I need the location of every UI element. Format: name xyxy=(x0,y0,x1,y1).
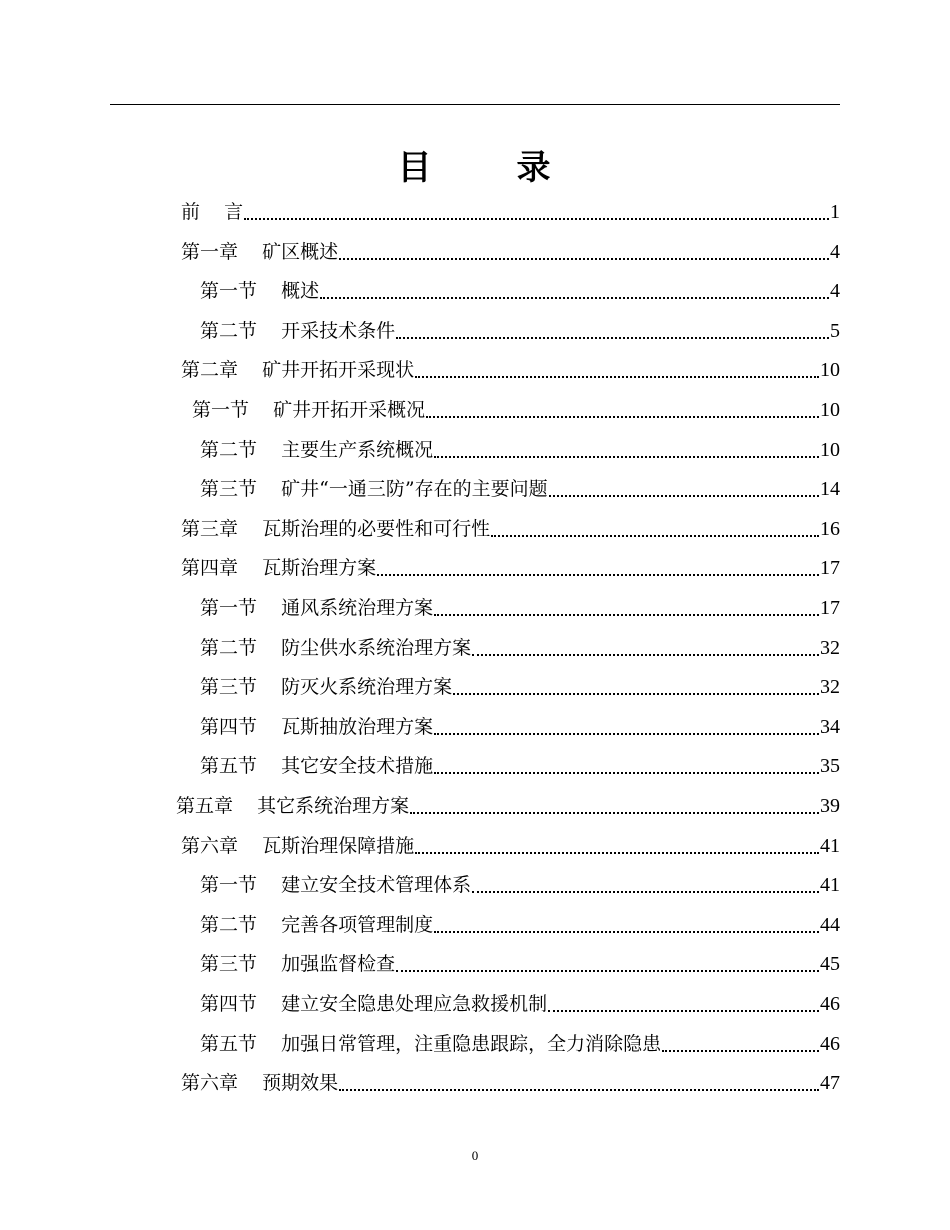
toc-entry[interactable] xyxy=(200,267,840,303)
toc-entry-page-number: 4 xyxy=(830,240,840,263)
toc-entry-page-number: 34 xyxy=(820,715,840,738)
toc-dot-leader xyxy=(549,495,819,497)
toc-entry-title: 第五节 其它安全技术措施 xyxy=(200,755,434,778)
toc-dot-leader xyxy=(244,218,829,220)
toc-dot-leader xyxy=(426,416,819,418)
toc-entry[interactable] xyxy=(192,386,840,422)
toc-dot-leader xyxy=(339,1089,819,1091)
toc-entry[interactable] xyxy=(181,346,840,382)
toc-dot-leader xyxy=(396,337,829,339)
toc-dot-leader xyxy=(434,931,819,933)
toc-entry[interactable] xyxy=(200,901,840,937)
toc-entry-title: 第一节 矿井开拓开采概况 xyxy=(192,399,426,421)
toc-entry-title: 第四章 瓦斯治理方案 xyxy=(181,557,377,580)
toc-entry-page-number: 45 xyxy=(820,953,840,976)
toc-entry-page-number: 14 xyxy=(820,478,840,501)
toc-entry[interactable] xyxy=(176,782,840,818)
toc-entry[interactable] xyxy=(200,663,840,699)
toc-entry-page-number: 39 xyxy=(820,795,840,817)
toc-entry[interactable] xyxy=(200,861,840,897)
toc-entry[interactable] xyxy=(200,465,840,501)
toc-entry[interactable] xyxy=(200,426,840,462)
toc-entry[interactable] xyxy=(181,1059,840,1095)
footer-page-number: 0 xyxy=(471,1148,479,1163)
toc-dot-leader xyxy=(548,1010,819,1012)
toc-dot-leader xyxy=(339,258,829,260)
toc-dot-leader xyxy=(491,535,819,537)
toc-entry-page-number: 1 xyxy=(830,201,840,223)
toc-entry[interactable] xyxy=(181,822,840,858)
toc-entry-title: 第四节 瓦斯抽放治理方案 xyxy=(200,715,434,738)
toc-entry-title: 第一节 建立安全技术管理体系 xyxy=(200,874,472,897)
toc-entry-title: 第二节 主要生产系统概况 xyxy=(200,438,434,461)
toc-entry-page-number: 46 xyxy=(820,993,840,1015)
toc-dot-leader xyxy=(396,970,819,972)
toc-entry-page-number: 32 xyxy=(820,636,840,659)
toc-entry-title: 第二节 完善各项管理制度 xyxy=(200,913,434,936)
toc-dot-leader xyxy=(472,654,819,656)
toc-title: 目 录 xyxy=(397,148,553,188)
toc-dot-leader xyxy=(434,456,819,458)
toc-dot-leader xyxy=(320,297,829,299)
toc-entry-title: 第四节 建立安全隐患处理应急救援机制 xyxy=(200,993,548,1015)
toc-entry-page-number: 17 xyxy=(820,557,840,580)
toc-entry-page-number: 10 xyxy=(820,359,840,382)
toc-entry[interactable] xyxy=(200,980,840,1016)
toc-entry-title: 第一节 概述 xyxy=(200,280,320,303)
toc-entry[interactable] xyxy=(200,624,840,660)
toc-dot-leader xyxy=(434,614,819,616)
toc-dot-leader xyxy=(434,733,819,735)
toc-entry-title: 第六章 预期效果 xyxy=(181,1072,339,1095)
toc-dot-leader xyxy=(415,376,819,378)
toc-entry[interactable] xyxy=(200,307,840,343)
toc-entry-title: 第一章 矿区概述 xyxy=(181,240,339,263)
toc-entry-title: 第六章 瓦斯治理保障措施 xyxy=(181,834,415,857)
toc-dot-leader xyxy=(453,693,819,695)
toc-entry-page-number: 41 xyxy=(820,834,840,857)
toc-entry-title: 第一节 通风系统治理方案 xyxy=(200,597,434,619)
toc-entry-page-number: 17 xyxy=(820,597,840,619)
toc-dot-leader xyxy=(415,852,819,854)
toc-entry[interactable] xyxy=(181,188,840,224)
toc-entry-page-number: 32 xyxy=(820,676,840,699)
toc-dot-leader xyxy=(434,772,819,774)
toc-entry-page-number: 35 xyxy=(820,755,840,778)
toc-entry-title: 第二节 开采技术条件 xyxy=(200,319,396,342)
toc-entry-page-number: 10 xyxy=(820,399,840,421)
toc-entry-page-number: 4 xyxy=(830,280,840,303)
header-rule xyxy=(110,104,840,105)
toc-entry-title: 第三节 防灭火系统治理方案 xyxy=(200,676,453,699)
toc-entry-title: 第二节 防尘供水系统治理方案 xyxy=(200,636,472,659)
toc-entry-page-number: 41 xyxy=(820,874,840,897)
toc-entry-title: 第二章 矿井开拓开采现状 xyxy=(181,359,415,382)
toc-entry-title: 第五章 其它系统治理方案 xyxy=(176,795,410,817)
toc-entry[interactable] xyxy=(181,228,840,264)
toc-entry-title: 第三节 加强监督检查 xyxy=(200,953,396,976)
toc-entry-page-number: 10 xyxy=(820,438,840,461)
toc-entry-page-number: 47 xyxy=(820,1072,840,1095)
toc-entry-page-number: 44 xyxy=(820,913,840,936)
toc-entry-title: 第三章 瓦斯治理的必要性和可行性 xyxy=(181,517,491,540)
toc-entry-page-number: 16 xyxy=(820,517,840,540)
toc-entry[interactable] xyxy=(181,505,840,541)
toc-dot-leader xyxy=(377,574,819,576)
toc-dot-leader xyxy=(472,891,819,893)
toc-entry[interactable] xyxy=(200,742,840,778)
toc-dot-leader xyxy=(662,1050,819,1052)
toc-entry[interactable] xyxy=(181,544,840,580)
toc-entry-page-number: 5 xyxy=(830,319,840,342)
toc-entry-title: 第三节 矿井“一通三防”存在的主要问题 xyxy=(200,478,548,501)
toc-entry[interactable] xyxy=(200,940,840,976)
toc-entry-title: 前 言 xyxy=(181,201,244,223)
toc-entry-page-number: 46 xyxy=(820,1032,840,1055)
toc-dot-leader xyxy=(410,812,819,814)
toc-entry[interactable] xyxy=(200,703,840,739)
toc-entry-title: 第五节 加强日常管理，注重隐患跟踪，全力消除隐患 xyxy=(200,1032,662,1055)
toc-entry[interactable] xyxy=(200,584,840,620)
toc-entry[interactable] xyxy=(200,1020,840,1056)
